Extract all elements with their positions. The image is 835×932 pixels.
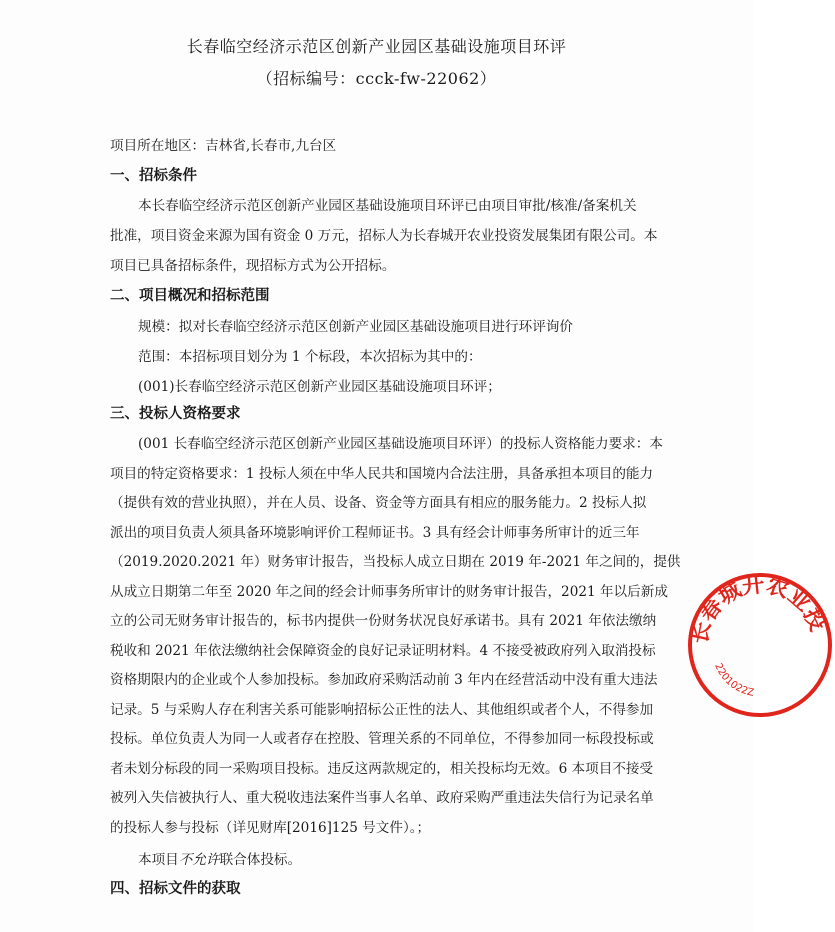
paragraph-line: （2019.2020.2021 年）财务审计报告，当投标人成立日期在 2019 年-2021 年之间的，提供 [110,554,681,570]
tender-number: （招标编号：ccck-fw-22062） [256,69,497,88]
paragraph-line: 被列入失信被执行人、重大税收违法案件当事人名单、政府采购严重违法失信行为记录名单 [110,790,654,806]
section-heading-3: 三、投标人资格要求 [110,406,241,422]
paragraph-line: (001)长春临空经济示范区创新产业园区基础设施项目环评； [138,379,501,395]
paragraph-line: （提供有效的营业执照），并在人员、设备、资金等方面具有相应的服务能力。2 投标人拟 [110,495,647,511]
section-heading-1: 一、招标条件 [110,168,197,184]
joint-bid-suffix: 联合体投标。 [219,852,302,868]
project-location: 项目所在地区：吉林省,长春市,九台区 [110,138,337,154]
section-heading-2: 二、项目概况和招标范围 [110,288,270,304]
paragraph-line: 资格期限内的企业或个人参加投标。参加政府采购活动前 3 年内在经营活动中没有重大违法 [110,672,658,688]
paragraph-line: 项目的特定资格要求：1 投标人须在中华人民共和国境内合法注册，具备承担本项目的能力 [110,466,654,482]
seal-number [712,662,755,699]
paragraph-line: 项目已具备招标条件，现招标方式为公开招标。 [110,258,396,274]
seal-text [687,572,831,646]
paragraph-line: 派出的项目负责人须具备环境影响评价工程师证书。3 具有经会计师事务所审计的近三年 [110,525,640,541]
paragraph-line: 批准，项目资金来源为国有资金 0 万元，招标人为长春城开农业投资发展集团有限公司。本 [110,228,658,244]
paragraph-line: 者未划分标段的同一采购项目投标。违反这两款规定的，相关投标均无效。6 本项目不接受 [110,761,654,777]
document-title: 长春临空经济示范区创新产业园区基础设施项目环评 [186,37,567,56]
paragraph-line: 立的公司无财务审计报告的，标书内提供一份财务状况良好承诺书。具有 2021 年依法缴纳 [110,613,657,629]
paragraph-line: 范围：本招标项目划分为 1 个标段，本次招标为其中的： [138,349,482,365]
seal-text-path: 长春城开农业投 [687,572,830,647]
section-heading-4: 四、招标文件的获取 [110,881,241,897]
seal-number-path: 2201022Z [712,661,755,699]
paragraph-line: (001 长春临空经济示范区创新产业园区基础设施项目环评）的投标人资格能力要求：本 [138,436,663,452]
official-seal [685,570,835,720]
paragraph-line: 税收和 2021 年依法缴纳社会保障资金的良好记录证明材料。4 不接受被政府列入取消投标 [110,643,656,659]
paragraph-line: 规模：拟对长春临空经济示范区创新产业园区基础设施项目进行环评询价 [138,319,573,335]
paragraph-line: 本长春临空经济示范区创新产业园区基础设施项目环评已由项目审批/核准/备案机关 [138,198,637,214]
joint-bid-emphasis: 不允许 [178,852,220,868]
paragraph-line: 记录。5 与采购人存在利害关系可能影响招标公正性的法人、其他组织或者个人，不得参加 [110,702,654,718]
paragraph-line: 从成立日期第二年至 2020 年之间的经会计师事务所审计的财务审计报告，2021 年以后新成 [110,584,668,600]
paragraph-line: 的投标人参与投标（详见财库[2016]125 号文件）。； [110,820,431,836]
joint-bid-note [138,848,301,868]
joint-bid-prefix: 本项目 [138,852,179,868]
paragraph-line: 投标。单位负责人为同一人或者存在控股、管理关系的不同单位，不得参加同一标段投标或 [110,731,654,747]
